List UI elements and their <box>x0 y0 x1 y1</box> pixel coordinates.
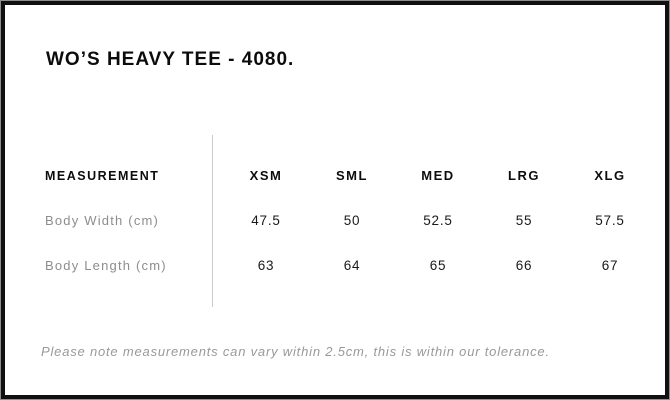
size-header-med: MED <box>421 168 455 183</box>
size-header-sml: SML <box>336 168 368 183</box>
table-column-divider <box>212 135 213 307</box>
body-length-med-value: 65 <box>429 258 447 273</box>
body-length-xlg-value: 67 <box>601 258 619 273</box>
body-length-sml-value: 64 <box>343 258 361 273</box>
size-table <box>5 153 665 288</box>
table-row-body-width <box>5 198 665 243</box>
table-header-row <box>5 153 665 198</box>
body-width-sml-value: 50 <box>343 213 361 228</box>
size-header-xsm: XSM <box>249 168 283 183</box>
page-title: WO’S HEAVY TEE - 4080. <box>46 49 295 70</box>
body-width-xsm-value: 47.5 <box>251 213 281 228</box>
size-chart-content <box>1 1 669 399</box>
size-header-lrg: LRG <box>508 168 540 183</box>
size-header-xlg: XLG <box>594 168 626 183</box>
body-width-lrg-value: 55 <box>515 213 533 228</box>
body-width-med-value: 52.5 <box>423 213 453 228</box>
table-row-body-length <box>5 243 665 288</box>
body-length-xsm-value: 63 <box>257 258 275 273</box>
body-width-xlg-value: 57.5 <box>595 213 625 228</box>
body-length-lrg-value: 66 <box>515 258 533 273</box>
row-label-body-length: Body Length (cm) <box>45 258 167 273</box>
measurement-column-header: MEASUREMENT <box>45 168 160 183</box>
tolerance-note: Please note measurements can vary within 2.5cm, this is within our tolerance. <box>41 344 550 359</box>
row-label-body-width: Body Width (cm) <box>45 213 160 228</box>
